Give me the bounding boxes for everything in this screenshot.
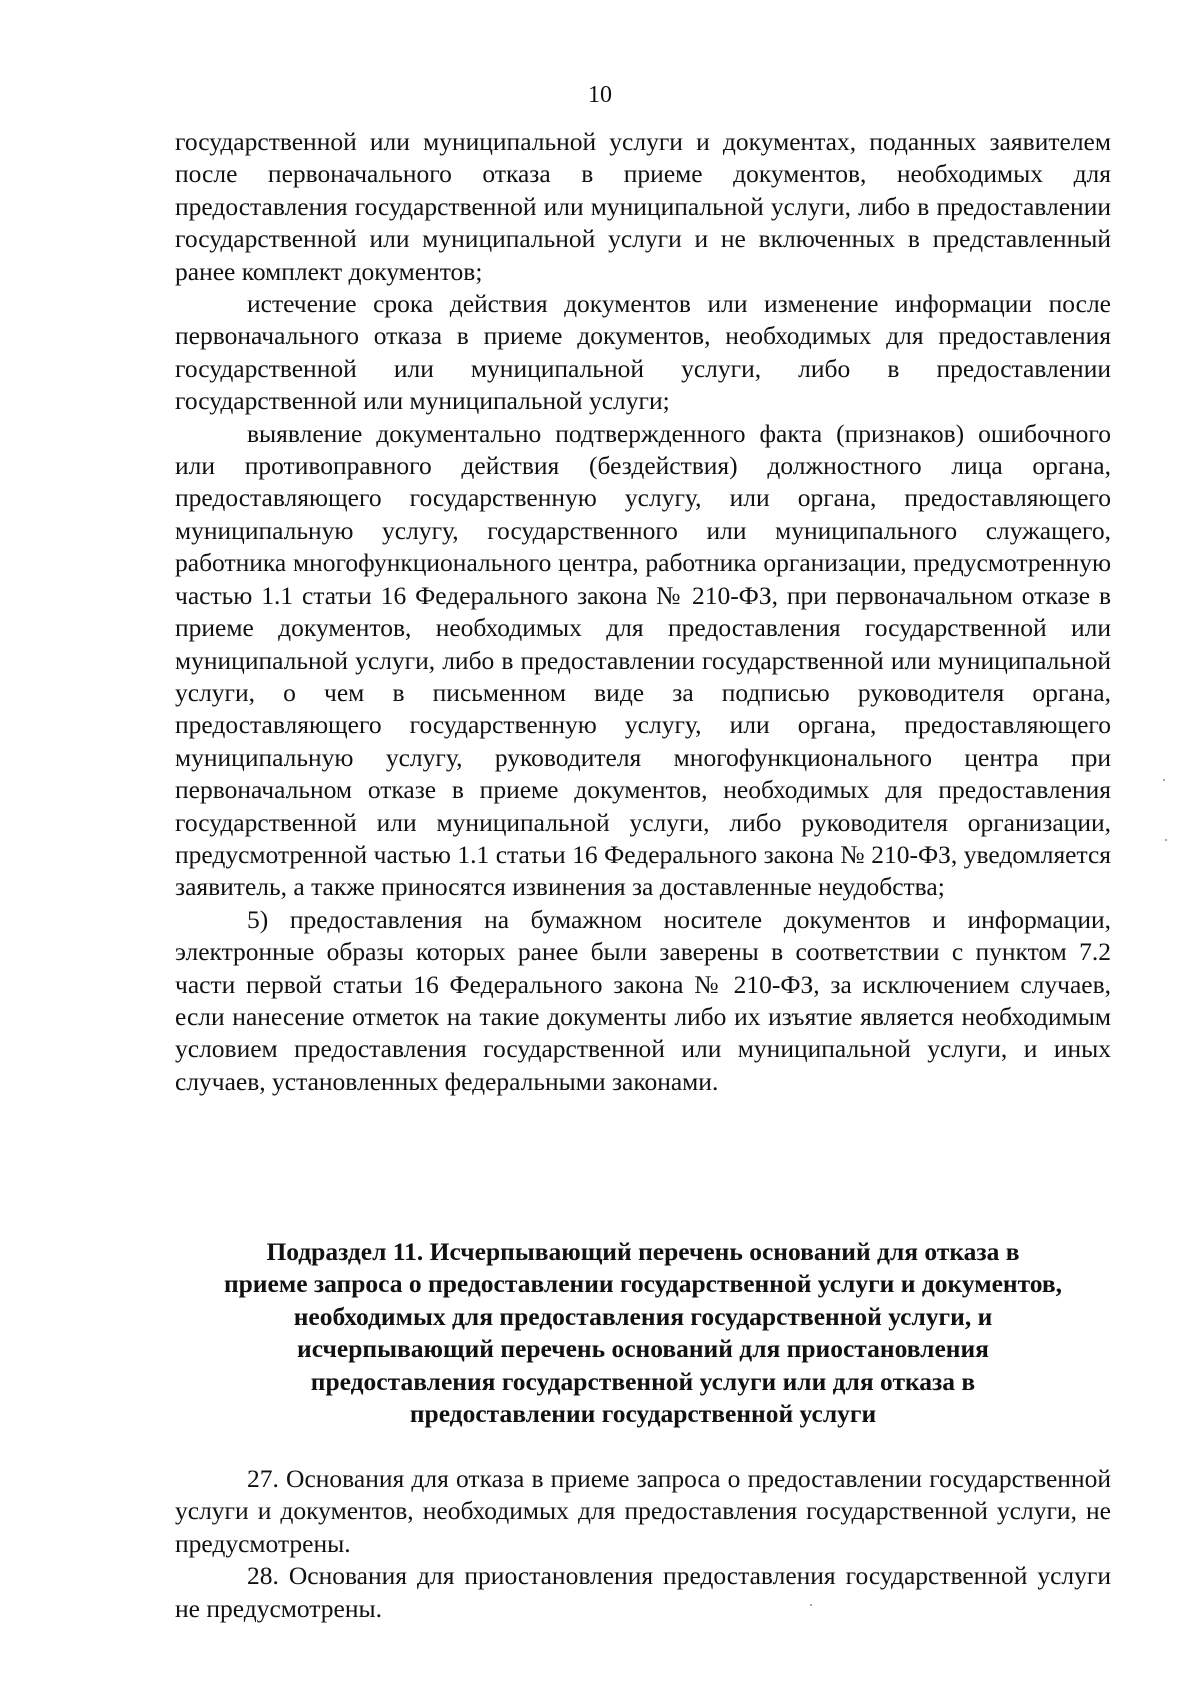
paragraph-27: 27. Основания для отказа в приеме запроса о предоставлении государственной услуги и документов, необходимых для предоставления государственной услуги, не предусмотрены. xyxy=(175,1464,1111,1558)
paragraph-error-detection: выявление документально подтвержденного факта (признаков) ошибочного или противоправного действия (бездействия) должностного лица органа, предоставляющего государственную услугу, или органа, предоставляющего муниципальную услугу, государственного или муниципального служащего, работника многофункционального центра, работника организации, предусмотренную частью 1.1 статьи 16 Федерального закона № 210-ФЗ, при первоначальном отказе в приеме документов, необходимых для предоставления государственной или муниципальной услуги, либо в предоставлении государственной или муниципальной услуги, о чем в письменном виде за подписью руководителя органа, предоставляющего государственную услугу, или органа, предоставляющего муниципальную услугу, руководителя многофункционального центра при первоначальном отказе в приеме документов, необходимых для предоставления государственной или муниципальной услуги, либо руководителя организации, предусмотренной частью 1.1 статьи 16 Федерального закона № 210-ФЗ, уведомляется заявитель, а также приносятся извинения за доставленные неудобства; xyxy=(175,418,1111,902)
paragraph-expiry: истечение срока действия документов или изменение информации после первоначального отказа в приеме документов, необходимых для предоставления государственной или муниципальной услуги, либо в предоставлении государственной или муниципальной услуги; xyxy=(175,289,1111,416)
heading-line: предоставлении государственной услуги xyxy=(409,1399,877,1429)
scan-speck xyxy=(810,1604,812,1606)
heading-line: предоставления государственной услуги или для отказа в xyxy=(310,1366,976,1396)
paragraph-paper-documents: 5) предоставления на бумажном носителе документов и информации, электронные образы которых ранее были заверены в соответствии с пунктом 7.2 части первой статьи 16 Федерального закона № 210-ФЗ, за исключением случаев, если нанесение отметок на такие документы либо их изъятие является необходимым условием предоставления государственной или муниципальной услуги, и иных случаев, установленных федеральными законами. xyxy=(175,904,1111,1096)
body-text xyxy=(175,126,1111,1098)
paragraph-28: 28. Основания для приостановления предоставления государственной услуги не предусмотрены. xyxy=(175,1561,1111,1623)
scan-speck xyxy=(1163,779,1165,781)
subsection-heading xyxy=(175,1236,1111,1430)
heading-line: необходимых для предоставления государственной услуги, и xyxy=(293,1301,993,1331)
scan-speck xyxy=(1165,839,1167,841)
heading-line: исчерпывающий перечень оснований для приостановления xyxy=(297,1334,989,1364)
paragraph-continuation: государственной или муниципальной услуги и документах, поданных заявителем после первоначального отказа в приеме документов, необходимых для предоставления государственной или муниципальной услуги, либо в предоставлении государственной или муниципальной услуги и не включенных в представленный ранее комплект документов; xyxy=(175,127,1111,286)
page-number: 10 xyxy=(588,82,612,108)
heading-line: приеме запроса о предоставлении государственной услуги и документов, xyxy=(223,1269,1063,1299)
heading-line: Подраздел 11. Исчерпывающий перечень оснований для отказа в xyxy=(266,1237,1020,1266)
closing-text xyxy=(175,1463,1111,1625)
